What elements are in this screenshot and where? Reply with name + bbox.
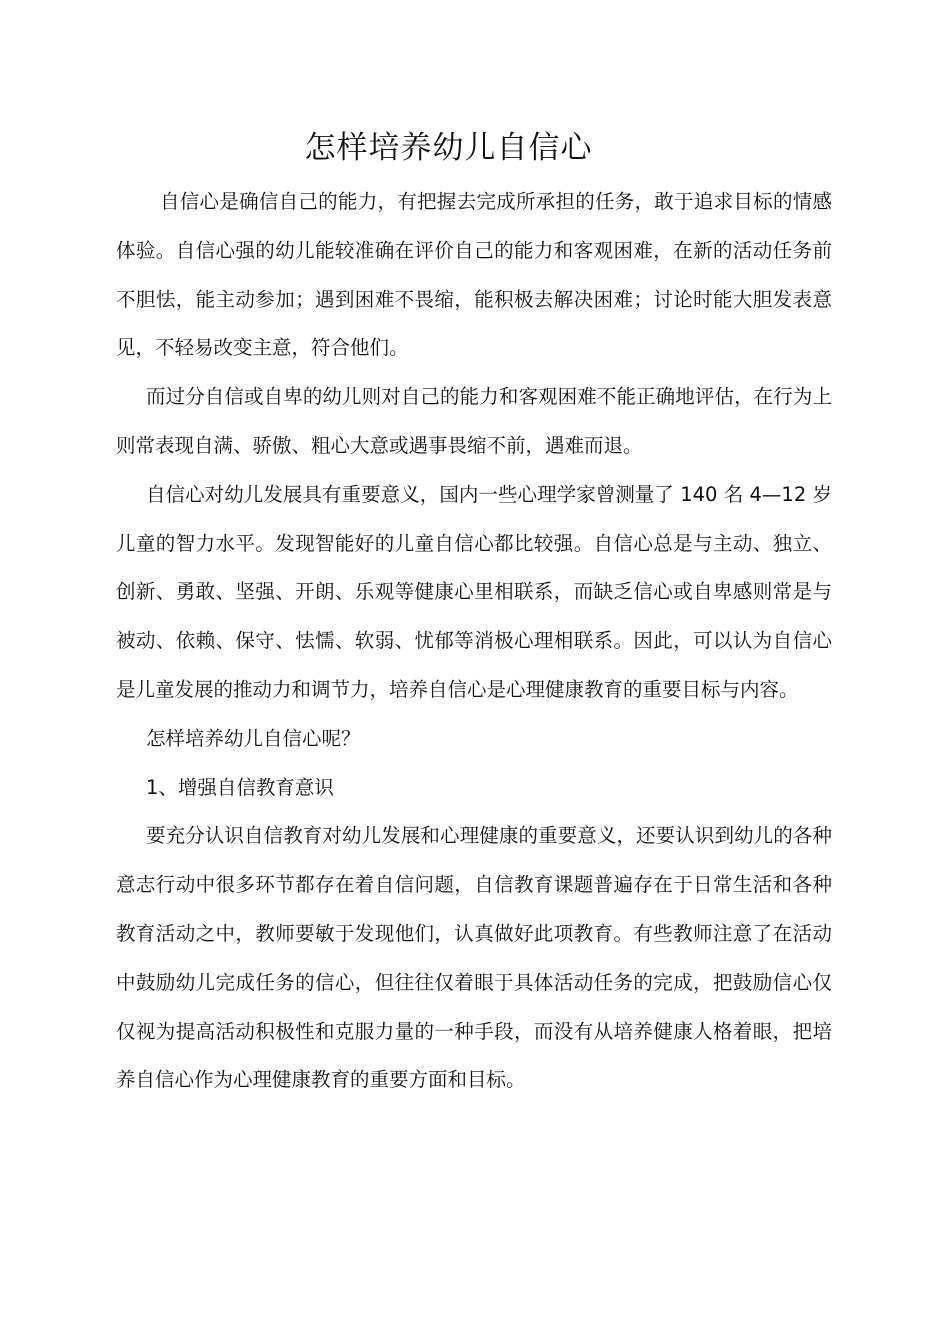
section-heading: 1、增强自信教育意识	[146, 775, 334, 799]
document-body	[116, 178, 832, 1105]
document-title: 怎样培养幼儿自信心	[304, 130, 593, 166]
paragraph-overconfidence: 而过分自信或自卑的幼儿则对自己的能力和客观困难不能正确地评估，在行为上则常表现自满、骄傲、粗心大意或遇事畏缩不前，遇难而退。	[116, 385, 832, 457]
paragraph-awareness: 要充分认识自信教育对幼儿发展和心理健康的重要意义，还要认识到幼儿的各种意志行动中很多环节都存在着自信问题，自信教育课题普遍存在于日常生活和各种教育活动之中，教师要敏于发现他们，认真做好此项教育。有些教师注意了在活动中鼓励幼儿完成任务的信心，但往往仅着眼于具体活动任务的完成，把鼓励信心仅仅视为提高活动积极性和克服力量的一种手段，而没有从培养健康人格着眼，把培养自信心作为心理健康教育的重要方面和目标。	[116, 824, 832, 1092]
paragraph-question: 怎样培养幼儿自信心呢？	[146, 726, 361, 750]
paragraph-significance: 自信心对幼儿发展具有重要意义，国内一些心理学家曾测量了 140 名 4—12 岁儿童的智力水平。发现智能好的儿童自信心都比较强。自信心总是与主动、独立、创新、勇敢、坚强、开朗、乐观等健康心里相联系，而缺乏信心或自卑感则常是与被动、依赖、保守、怯懦、软弱、忧郁等消极心理相联系。因此，可以认为自信心是儿童发展的推动力和调节力，培养自信心是心理健康教育的重要目标与内容。	[116, 482, 832, 701]
paragraph-definition: 自信心是确信自己的能力，有把握去完成所承担的任务，敢于追求目标的情感体验。自信心强的幼儿能较准确在评价自己的能力和客观困难，在新的活动任务前不胆怯，能主动参加；遇到困难不畏缩，能积极去解决困难；讨论时能大胆发表意见，不轻易改变主意，符合他们。	[116, 190, 832, 360]
